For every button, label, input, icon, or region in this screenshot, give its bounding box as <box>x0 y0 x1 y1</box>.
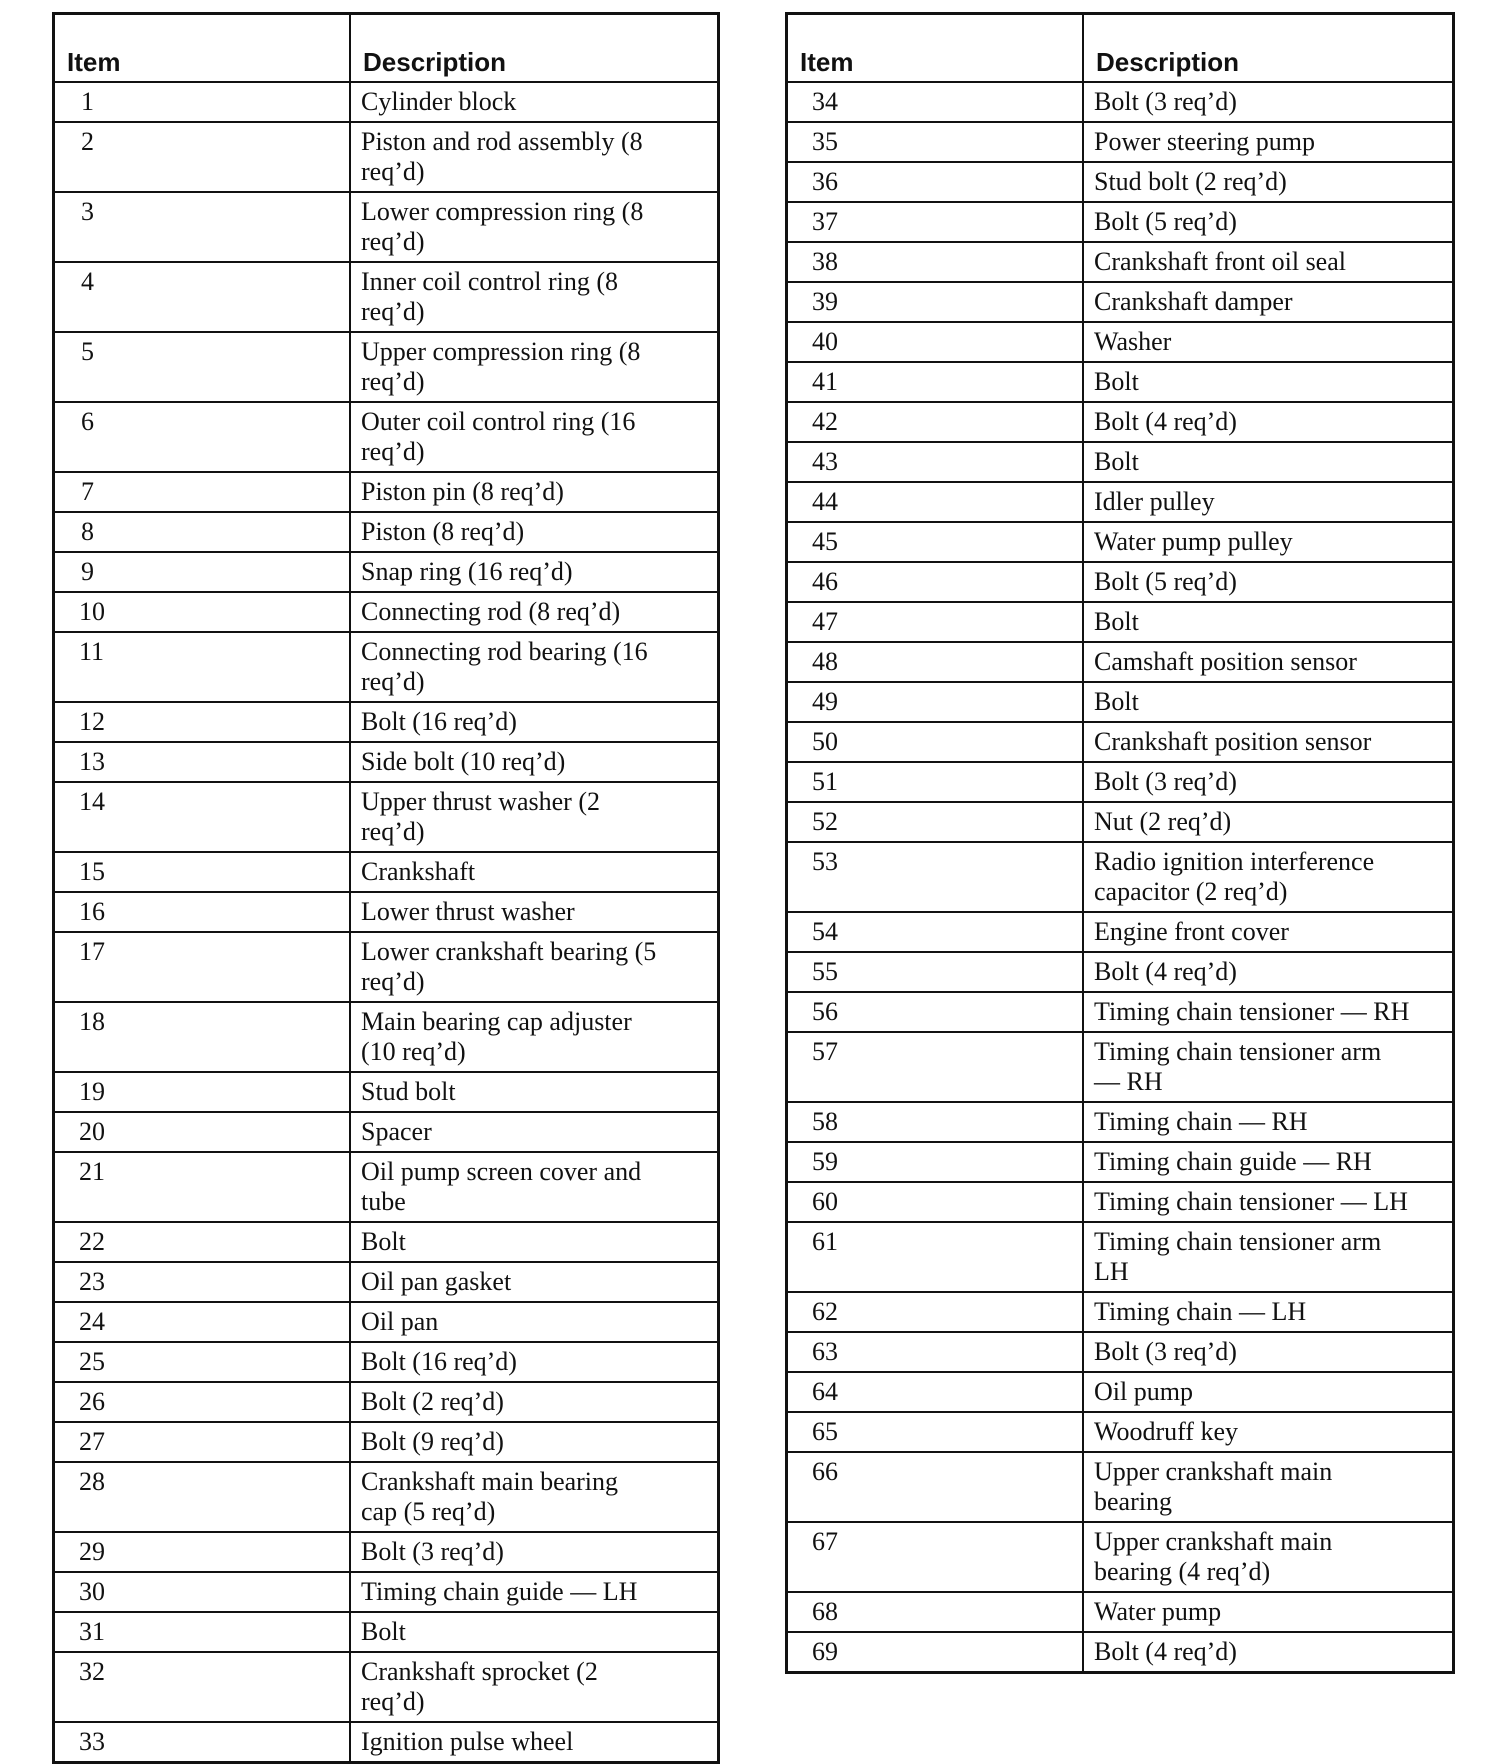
item-number: 52 <box>787 802 1084 842</box>
item-number: 39 <box>787 282 1084 322</box>
table-row <box>54 1462 719 1532</box>
table-row <box>787 912 1454 952</box>
item-number: 16 <box>54 892 351 932</box>
item-description: Crankshaft sprocket (2 req’d) <box>350 1652 719 1722</box>
item-description: Bolt (4 req’d) <box>1083 952 1454 992</box>
table-row <box>787 1592 1454 1632</box>
item-number: 28 <box>54 1462 351 1532</box>
item-number: 46 <box>787 562 1084 602</box>
table-row <box>787 442 1454 482</box>
description-column-header: Description <box>350 14 719 83</box>
item-number: 1 <box>54 82 351 122</box>
item-description: Bolt (3 req’d) <box>350 1532 719 1572</box>
table-row <box>54 592 719 632</box>
item-description: Piston (8 req’d) <box>350 512 719 552</box>
item-description: Bolt <box>1083 682 1454 722</box>
table-row <box>787 122 1454 162</box>
item-description: Stud bolt (2 req’d) <box>1083 162 1454 202</box>
item-number: 8 <box>54 512 351 552</box>
item-description: Upper thrust washer (2 req’d) <box>350 782 719 852</box>
item-description: Bolt <box>1083 442 1454 482</box>
item-description: Piston pin (8 req’d) <box>350 472 719 512</box>
table-row <box>54 932 719 1002</box>
item-number: 12 <box>54 702 351 742</box>
table-row <box>787 1522 1454 1592</box>
table-row <box>54 1342 719 1382</box>
item-description: Upper compression ring (8 req’d) <box>350 332 719 402</box>
item-description: Bolt <box>350 1222 719 1262</box>
item-description: Piston and rod assembly (8 req’d) <box>350 122 719 192</box>
item-description: Bolt (5 req’d) <box>1083 202 1454 242</box>
item-number: 11 <box>54 632 351 702</box>
item-number: 38 <box>787 242 1084 282</box>
item-number: 14 <box>54 782 351 852</box>
item-description: Bolt (16 req’d) <box>350 1342 719 1382</box>
item-description: Idler pulley <box>1083 482 1454 522</box>
table-row <box>54 192 719 262</box>
item-number: 10 <box>54 592 351 632</box>
item-description: Lower crankshaft bearing (5 req’d) <box>350 932 719 1002</box>
item-description: Main bearing cap adjuster (10 req’d) <box>350 1002 719 1072</box>
item-description: Timing chain — RH <box>1083 1102 1454 1142</box>
item-number: 34 <box>787 82 1084 122</box>
item-number: 26 <box>54 1382 351 1422</box>
table-row <box>787 162 1454 202</box>
parts-table-left-body <box>54 82 719 1763</box>
item-number: 25 <box>54 1342 351 1382</box>
table-row <box>787 642 1454 682</box>
item-number: 51 <box>787 762 1084 802</box>
table-row <box>54 852 719 892</box>
item-number: 27 <box>54 1422 351 1462</box>
table-row <box>787 602 1454 642</box>
table-row <box>54 402 719 472</box>
table-row <box>54 1652 719 1722</box>
table-row <box>787 1632 1454 1673</box>
table-row <box>54 1222 719 1262</box>
table-row <box>54 1072 719 1112</box>
item-number: 24 <box>54 1302 351 1342</box>
table-row <box>54 702 719 742</box>
item-description: Bolt (3 req’d) <box>1083 762 1454 802</box>
table-row <box>54 1002 719 1072</box>
item-description: Cylinder block <box>350 82 719 122</box>
table-row <box>54 1262 719 1302</box>
item-description: Bolt <box>1083 362 1454 402</box>
item-number: 54 <box>787 912 1084 952</box>
item-description: Lower compression ring (8 req’d) <box>350 192 719 262</box>
item-description: Upper crankshaft main bearing <box>1083 1452 1454 1522</box>
item-description: Timing chain tensioner — LH <box>1083 1182 1454 1222</box>
item-description: Upper crankshaft main bearing (4 req’d) <box>1083 1522 1454 1592</box>
item-description: Radio ignition interference capacitor (2 req’d) <box>1083 842 1454 912</box>
item-description: Water pump pulley <box>1083 522 1454 562</box>
table-row <box>787 952 1454 992</box>
item-number: 22 <box>54 1222 351 1262</box>
table-row <box>787 1412 1454 1452</box>
item-description: Timing chain — LH <box>1083 1292 1454 1332</box>
item-number: 18 <box>54 1002 351 1072</box>
table-row <box>54 1382 719 1422</box>
item-description: Timing chain tensioner arm — RH <box>1083 1032 1454 1102</box>
table-row <box>787 1102 1454 1142</box>
table-row <box>54 82 719 122</box>
item-description: Camshaft position sensor <box>1083 642 1454 682</box>
item-description: Crankshaft main bearing cap (5 req’d) <box>350 1462 719 1532</box>
item-number: 58 <box>787 1102 1084 1142</box>
item-number: 63 <box>787 1332 1084 1372</box>
table-row <box>54 1152 719 1222</box>
item-number: 64 <box>787 1372 1084 1412</box>
item-description: Connecting rod (8 req’d) <box>350 592 719 632</box>
item-number: 62 <box>787 1292 1084 1332</box>
item-description: Connecting rod bearing (16 req’d) <box>350 632 719 702</box>
item-description: Oil pan gasket <box>350 1262 719 1302</box>
table-row <box>54 1112 719 1152</box>
item-number: 43 <box>787 442 1084 482</box>
table-row <box>787 722 1454 762</box>
item-number: 65 <box>787 1412 1084 1452</box>
item-description: Ignition pulse wheel <box>350 1722 719 1763</box>
table-row <box>787 82 1454 122</box>
item-description: Power steering pump <box>1083 122 1454 162</box>
item-number: 67 <box>787 1522 1084 1592</box>
item-description: Oil pan <box>350 1302 719 1342</box>
item-column-header: Item <box>787 14 1084 83</box>
table-row <box>54 1302 719 1342</box>
item-number: 50 <box>787 722 1084 762</box>
item-description: Timing chain guide — RH <box>1083 1142 1454 1182</box>
table-row <box>54 1612 719 1652</box>
item-number: 19 <box>54 1072 351 1112</box>
item-description: Engine front cover <box>1083 912 1454 952</box>
item-description: Water pump <box>1083 1592 1454 1632</box>
table-row <box>54 552 719 592</box>
item-column-header: Item <box>54 14 351 83</box>
item-number: 36 <box>787 162 1084 202</box>
item-description: Washer <box>1083 322 1454 362</box>
table-row <box>787 1372 1454 1412</box>
item-description: Snap ring (16 req’d) <box>350 552 719 592</box>
item-description: Bolt (9 req’d) <box>350 1422 719 1462</box>
table-row <box>787 1452 1454 1522</box>
table-row <box>54 1572 719 1612</box>
table-row <box>787 562 1454 602</box>
table-row <box>54 742 719 782</box>
header-row <box>787 14 1454 83</box>
item-number: 4 <box>54 262 351 332</box>
table-row <box>787 802 1454 842</box>
table-row <box>787 482 1454 522</box>
item-number: 60 <box>787 1182 1084 1222</box>
item-description: Bolt <box>350 1612 719 1652</box>
table-row <box>787 1142 1454 1182</box>
table-row <box>54 122 719 192</box>
table-row <box>54 262 719 332</box>
item-number: 2 <box>54 122 351 192</box>
table-row <box>787 1182 1454 1222</box>
item-number: 17 <box>54 932 351 1002</box>
table-row <box>787 1292 1454 1332</box>
table-row <box>787 242 1454 282</box>
item-description: Bolt (3 req’d) <box>1083 1332 1454 1372</box>
item-number: 49 <box>787 682 1084 722</box>
table-row <box>787 202 1454 242</box>
table-row <box>54 1422 719 1462</box>
item-number: 6 <box>54 402 351 472</box>
item-description: Oil pump screen cover and tube <box>350 1152 719 1222</box>
item-number: 47 <box>787 602 1084 642</box>
item-number: 57 <box>787 1032 1084 1102</box>
item-description: Stud bolt <box>350 1072 719 1112</box>
item-description: Nut (2 req’d) <box>1083 802 1454 842</box>
item-number: 48 <box>787 642 1084 682</box>
table-row <box>54 892 719 932</box>
item-number: 21 <box>54 1152 351 1222</box>
table-row <box>54 332 719 402</box>
table-row <box>54 512 719 552</box>
item-description: Bolt <box>1083 602 1454 642</box>
item-number: 68 <box>787 1592 1084 1632</box>
parts-table-right <box>785 12 1455 1674</box>
item-description: Timing chain tensioner — RH <box>1083 992 1454 1032</box>
item-number: 66 <box>787 1452 1084 1522</box>
item-description: Bolt (4 req’d) <box>1083 402 1454 442</box>
item-number: 41 <box>787 362 1084 402</box>
item-description: Inner coil control ring (8 req’d) <box>350 262 719 332</box>
item-number: 35 <box>787 122 1084 162</box>
item-number: 29 <box>54 1532 351 1572</box>
table-row <box>54 782 719 852</box>
item-description: Side bolt (10 req’d) <box>350 742 719 782</box>
item-description: Bolt (3 req’d) <box>1083 82 1454 122</box>
item-description: Timing chain tensioner arm LH <box>1083 1222 1454 1292</box>
item-description: Timing chain guide — LH <box>350 1572 719 1612</box>
item-number: 9 <box>54 552 351 592</box>
item-number: 15 <box>54 852 351 892</box>
item-description: Crankshaft <box>350 852 719 892</box>
item-description: Bolt (5 req’d) <box>1083 562 1454 602</box>
item-number: 3 <box>54 192 351 262</box>
item-description: Lower thrust washer <box>350 892 719 932</box>
item-number: 5 <box>54 332 351 402</box>
item-number: 7 <box>54 472 351 512</box>
parts-table-right-body <box>787 82 1454 1673</box>
table-row <box>787 362 1454 402</box>
table-row <box>787 1032 1454 1102</box>
description-column-header: Description <box>1083 14 1454 83</box>
item-description: Bolt (16 req’d) <box>350 702 719 742</box>
item-number: 20 <box>54 1112 351 1152</box>
table-row <box>54 632 719 702</box>
table-row <box>787 282 1454 322</box>
item-number: 69 <box>787 1632 1084 1673</box>
header-row <box>54 14 719 83</box>
item-description: Spacer <box>350 1112 719 1152</box>
table-row <box>787 842 1454 912</box>
item-number: 30 <box>54 1572 351 1612</box>
item-number: 45 <box>787 522 1084 562</box>
table-row <box>54 1722 719 1763</box>
table-row <box>787 1332 1454 1372</box>
item-number: 33 <box>54 1722 351 1763</box>
item-number: 42 <box>787 402 1084 442</box>
item-number: 44 <box>787 482 1084 522</box>
item-number: 59 <box>787 1142 1084 1182</box>
item-description: Crankshaft damper <box>1083 282 1454 322</box>
item-number: 53 <box>787 842 1084 912</box>
item-number: 40 <box>787 322 1084 362</box>
table-row <box>54 1532 719 1572</box>
table-row <box>54 472 719 512</box>
item-number: 37 <box>787 202 1084 242</box>
parts-table-left <box>52 12 720 1764</box>
item-description: Bolt (2 req’d) <box>350 1382 719 1422</box>
item-number: 23 <box>54 1262 351 1302</box>
item-number: 32 <box>54 1652 351 1722</box>
item-number: 55 <box>787 952 1084 992</box>
table-row <box>787 402 1454 442</box>
item-description: Outer coil control ring (16 req’d) <box>350 402 719 472</box>
item-number: 61 <box>787 1222 1084 1292</box>
item-number: 56 <box>787 992 1084 1032</box>
table-row <box>787 762 1454 802</box>
item-description: Woodruff key <box>1083 1412 1454 1452</box>
item-description: Oil pump <box>1083 1372 1454 1412</box>
item-number: 31 <box>54 1612 351 1652</box>
item-number: 13 <box>54 742 351 782</box>
item-description: Crankshaft position sensor <box>1083 722 1454 762</box>
item-description: Bolt (4 req’d) <box>1083 1632 1454 1673</box>
table-row <box>787 522 1454 562</box>
item-description: Crankshaft front oil seal <box>1083 242 1454 282</box>
table-row <box>787 322 1454 362</box>
table-row <box>787 992 1454 1032</box>
table-row <box>787 1222 1454 1292</box>
table-row <box>787 682 1454 722</box>
